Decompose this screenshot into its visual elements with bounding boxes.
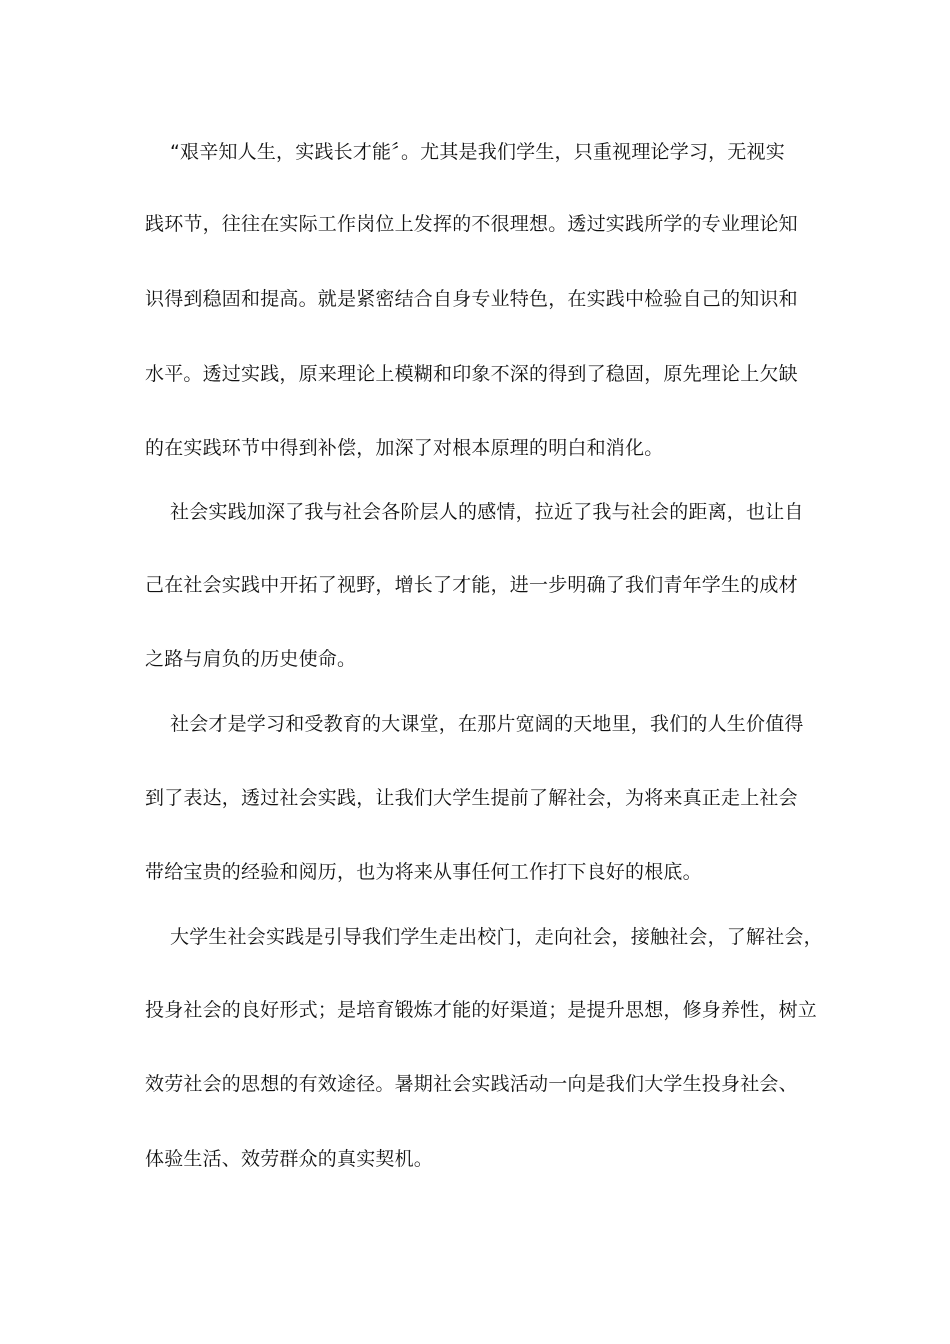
paragraph-2-line-3: 之路与肩负的历史使命。: [145, 648, 357, 670]
paragraph-1-line-5: 的在实践环节中得到补偿，加深了对根本原理的明白和消化。: [145, 437, 664, 459]
paragraph-2-line-1: 社会实践加深了我与社会各阶层人的感情，拉近了我与社会的距离，也让自: [170, 501, 804, 523]
paragraph-1-line-1: “艰辛知人生，实践长才能〞。尤其是我们学生，只重视理论学习，无视实: [170, 141, 785, 163]
paragraph-1-line-3: 识得到稳固和提高。就是紧密结合自身专业特色，在实践中检验自己的知识和: [145, 288, 798, 310]
paragraph-3-line-1: 社会才是学习和受教育的大课堂，在那片宽阔的天地里，我们的人生价值得: [170, 713, 804, 735]
paragraph-4-line-1: 大学生社会实践是引导我们学生走出校门，走向社会，接触社会，了解社会，: [170, 926, 823, 948]
paragraph-3-line-3: 带给宝贵的经验和阅历，也为将来从事任何工作打下良好的根底。: [145, 861, 702, 883]
paragraph-1-line-4: 水平。透过实践，原来理论上模糊和印象不深的得到了稳固，原先理论上欠缺: [145, 363, 798, 385]
paragraph-1-line-2: 践环节，往往在实际工作岗位上发挥的不很理想。透过实践所学的专业理论知: [145, 213, 798, 235]
paragraph-4-line-2: 投身社会的良好形式；是培育锻炼才能的好渠道；是提升思想，修身养性，树立: [145, 999, 818, 1021]
paragraph-4-line-3: 效劳社会的思想的有效途径。暑期社会实践活动一向是我们大学生投身社会、: [145, 1073, 798, 1095]
paragraph-2-line-2: 己在社会实践中开拓了视野，增长了才能，进一步明确了我们青年学生的成材: [145, 574, 798, 596]
paragraph-4-line-4: 体验生活、效劳群众的真实契机。: [145, 1148, 434, 1170]
paragraph-3-line-2: 到了表达，透过社会实践，让我们大学生提前了解社会，为将来真正走上社会: [145, 787, 798, 809]
